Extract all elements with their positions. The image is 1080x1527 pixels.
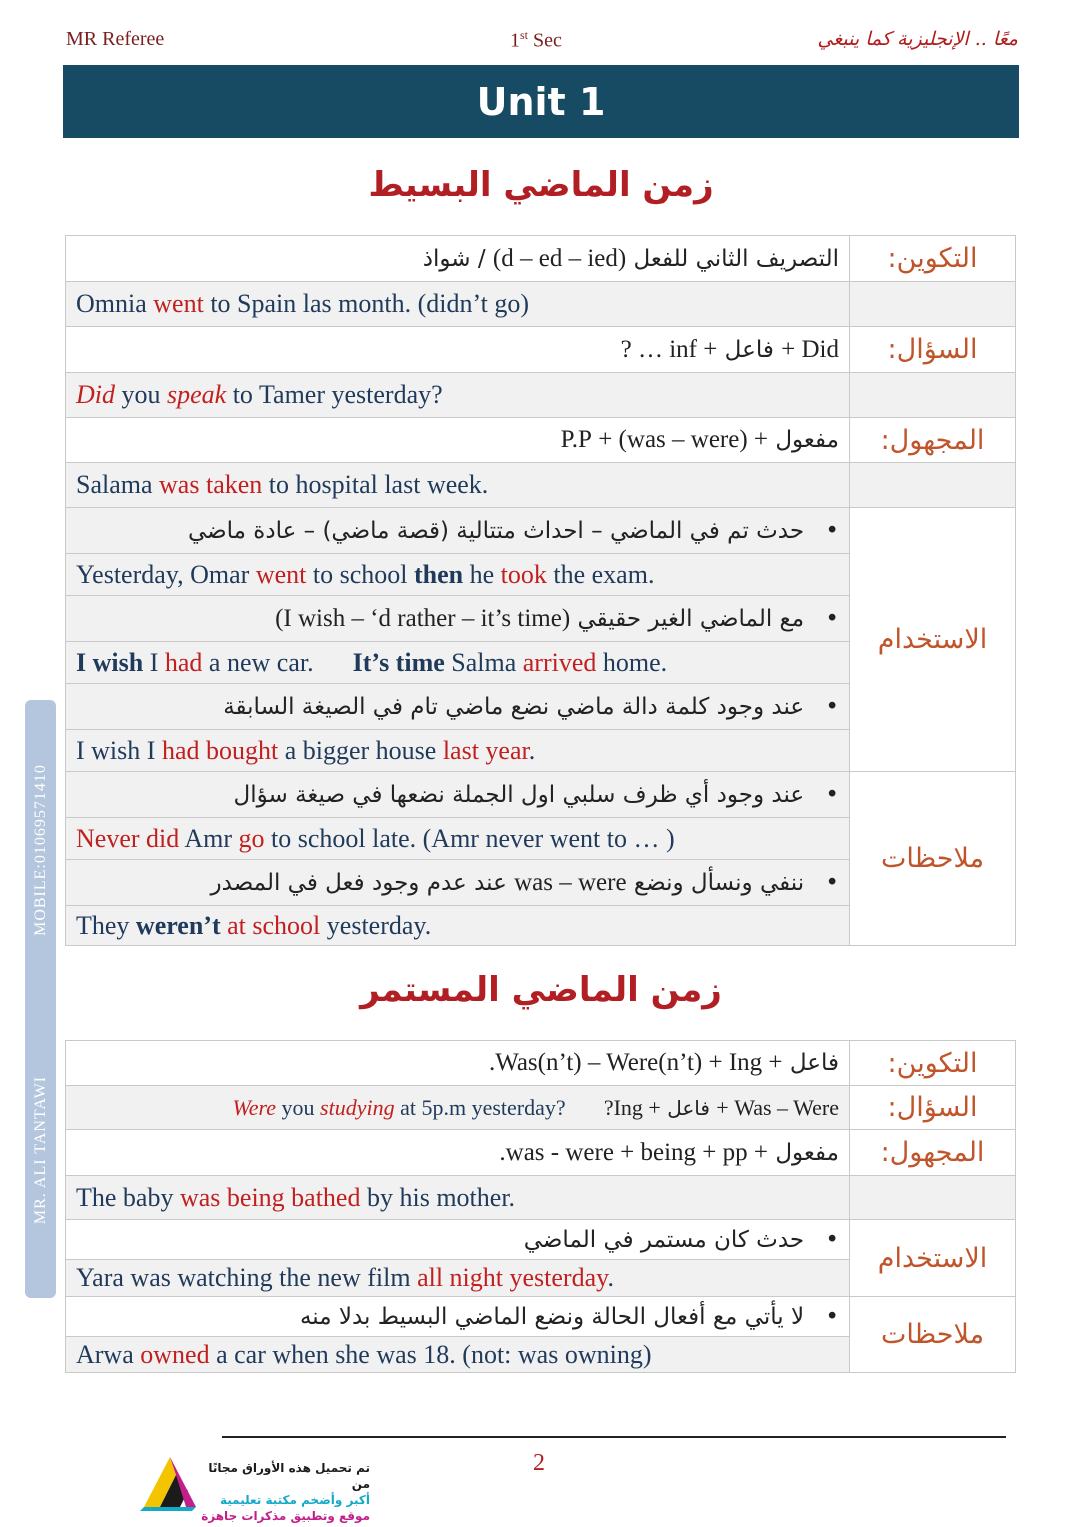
usage-label: الاستخدام — [850, 1220, 1016, 1297]
example-sentence: Salama was taken to hospital last week. — [66, 463, 850, 508]
usage-bullet: • مع الماضي الغير حقيقي (I wish – ‘d rather – it’s time) — [66, 596, 850, 642]
table-row — [66, 282, 1016, 327]
header-author: MR Referee — [66, 28, 165, 50]
passive-label: المجهول: — [850, 418, 1016, 463]
table-row — [66, 463, 1016, 508]
example-sentence: I wish I had a new car. It’s time Salma arrived home. — [66, 642, 850, 684]
passive-label: المجهول: — [850, 1130, 1016, 1176]
passive-form: مفعول + (was – were) + P.P — [66, 418, 850, 463]
table-row — [66, 1176, 1016, 1220]
example-sentence: Did you speak to Tamer yesterday? — [66, 373, 850, 418]
teacher-mobile: MOBILE:01069571410 — [31, 764, 49, 936]
table-row — [66, 1130, 1016, 1176]
note-bullet: • لا يأتي مع أفعال الحالة ونضع الماضي البسيط بدلا منه — [66, 1297, 850, 1337]
past-simple-table — [65, 235, 1016, 946]
footer-divider — [222, 1436, 1006, 1438]
note-bullet: • ننفي ونسأل ونضع was – were عند عدم وجود فعل في المصدر — [66, 860, 850, 906]
form-label: التكوين: — [850, 1041, 1016, 1086]
usage-bullet: • حدث تم في الماضي – احداث متتالية (قصة ماضي) – عادة ماضي — [66, 508, 850, 554]
form-label: التكوين: — [850, 236, 1016, 282]
example-sentence: The baby was being bathed by his mother. — [66, 1176, 850, 1220]
unit-banner: Unit 1 — [63, 65, 1019, 138]
example-sentence: They weren’t at school yesterday. — [66, 906, 850, 946]
usage-bullet: • حدث كان مستمر في الماضي — [66, 1220, 850, 1260]
question-label: السؤال: — [850, 1086, 1016, 1130]
usage-bullet: • عند وجود كلمة دالة ماضي نضع ماضي تام في الصيغة السابقة — [66, 684, 850, 730]
table-row — [66, 772, 1016, 818]
grade-suffix: st — [520, 28, 529, 42]
note-bullet: • عند وجود أي ظرف سلبي اول الجملة نضعها في صيغة سؤال — [66, 772, 850, 818]
question-label: السؤال: — [850, 327, 1016, 373]
section-title-past-continuous: زمن الماضي المستمر — [360, 970, 722, 1010]
grade-number: 1 — [510, 29, 520, 52]
example-sentence: I wish I had bought a bigger house last year. — [66, 730, 850, 772]
table-row — [66, 327, 1016, 373]
form-text: فاعل + Was(n’t) – Were(n’t) + Ing. — [66, 1041, 850, 1086]
example-sentence: Omnia went to Spain las month. (didn’t go) — [66, 282, 850, 327]
sidebar-credit — [25, 700, 56, 1298]
section-title-past-simple: زمن الماضي البسيط — [368, 165, 714, 205]
table-row — [66, 1086, 1016, 1130]
notes-label: ملاحظات — [850, 772, 1016, 946]
table-row — [66, 1297, 1016, 1337]
usage-label: الاستخدام — [850, 508, 1016, 772]
example-sentence: Never did Amr go to school late. (Amr never went to … ) — [66, 818, 850, 860]
table-row — [66, 236, 1016, 282]
passive-form: مفعول + was - were + being + pp. — [66, 1130, 850, 1176]
header-grade — [510, 28, 562, 53]
teacher-name: MR. ALI TANTAWI — [31, 1075, 49, 1225]
notes-label: ملاحظات — [850, 1297, 1016, 1373]
example-sentence: Arwa owned a car when she was 18. (not: was owning) — [66, 1337, 850, 1373]
table-row — [66, 418, 1016, 463]
example-sentence: Yara was watching the new film all night yesterday. — [66, 1260, 850, 1297]
library-logo-text: تم تحميل هذه الأوراق مجانًا من أكبر وأضخم مكتبة تعليمية موقع وتطبيق مذكرات جاهزة — [201, 1461, 370, 1523]
table-row — [66, 1041, 1016, 1086]
form-text: التصريف الثاني للفعل (d – ed – ied) / شواذ — [66, 236, 850, 282]
question-form: Was – Were + فاعل + Ing? Were you studying at 5p.m yesterday? — [66, 1086, 850, 1130]
page-number: 2 — [533, 1450, 545, 1476]
grade-word: Sec — [533, 29, 562, 52]
example-sentence: Yesterday, Omar went to school then he took the exam. — [66, 554, 850, 596]
table-row — [66, 1220, 1016, 1260]
question-form: Did + فاعل + inf … ? — [66, 327, 850, 373]
past-continuous-table — [65, 1040, 1016, 1373]
table-row — [66, 373, 1016, 418]
header-slogan: معًا .. الإنجليزية كما ينبغي — [817, 28, 1018, 50]
table-row — [66, 508, 1016, 554]
